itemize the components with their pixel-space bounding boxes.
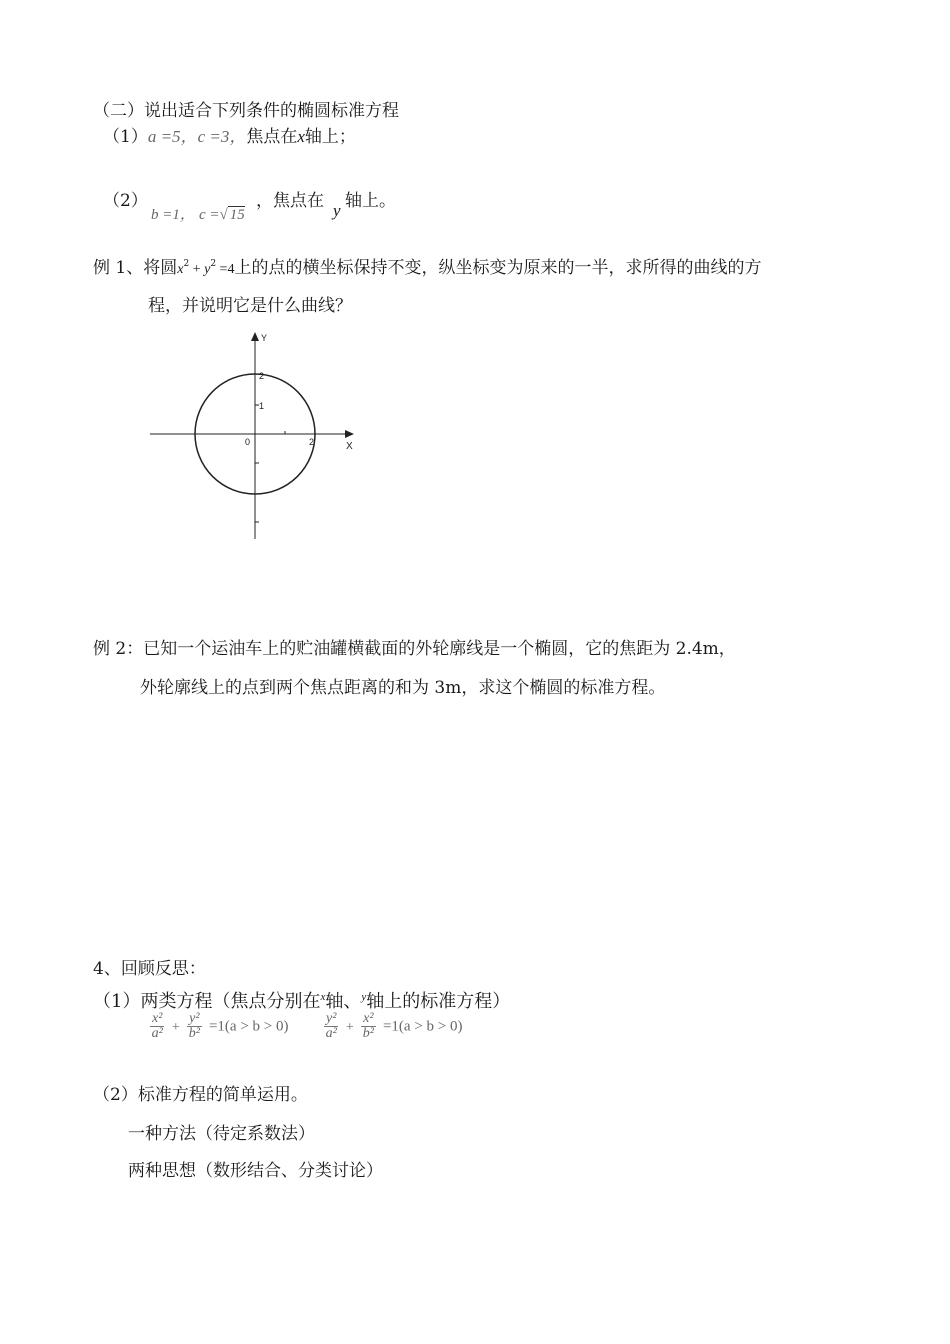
item2-text-pre: 焦点在 (273, 191, 324, 211)
review-axis-x: x (320, 991, 326, 1003)
item2-label: （2） (103, 191, 148, 211)
item1-text-pre: 焦点在 (246, 127, 298, 147)
x-axis-arrow (345, 430, 354, 438)
section2-item1 (103, 126, 356, 148)
item2-axis: y (333, 201, 341, 220)
y-axis-arrow (251, 332, 259, 341)
eq-x: x (177, 262, 184, 277)
example1-line1: 例 1、将圆$x^2 + y^2 =4$上的点的横坐标保持不变，纵坐标变为原来的一半，求所得的曲线的方 (93, 258, 762, 278)
x-axis-label: X (346, 441, 353, 452)
item1-text-post: 轴上； (304, 127, 356, 147)
example1-label: 例 1、将圆 (93, 258, 178, 278)
review-method: 一种方法（待定系数法） (128, 1124, 315, 1144)
review-heading: 4、回顾反思： (93, 959, 206, 979)
item1-label: （1） (103, 127, 148, 147)
item1-cond-c: c =3， (197, 127, 247, 146)
origin-label: 0 (245, 437, 251, 447)
tick-label-x-2: 2 (309, 437, 315, 447)
item2-cond-c: c =√ 15 (199, 207, 245, 223)
example1-text: 上的点的横坐标保持不变，纵坐标变为原来的一半，求所得的曲线的方 (234, 258, 762, 278)
example2-line1: 例 2：已知一个运油车上的贮油罐横截面的外轮廓线是一个椭圆，它的焦距为 2.4m， (93, 639, 736, 659)
review-equation-1: $\frac{\text{x²}}{\text{a²}}$ + $\frac{\text{y²}}{\text{b²}}$ =1(a > b > 0) (151, 1012, 289, 1041)
review-item1: （1）两类方程（焦点分别在$^x$轴、$^y$轴上的标准方程） (93, 991, 511, 1012)
example1-line2: 程，并说明它是什么曲线？ (148, 296, 352, 316)
item1-cond-a: a =5， (147, 127, 198, 146)
circle-graph (140, 325, 380, 545)
item2-comma: ， (256, 191, 273, 211)
section2-heading: （二）说出适合下列条件的椭圆标准方程 (93, 101, 399, 121)
review-axis-y: y (361, 991, 367, 1003)
tick-label-y-1: 1 (259, 401, 265, 411)
review-item2: （2）标准方程的简单运用。 (93, 1085, 308, 1105)
example2-line2: 外轮廓线上的点到两个焦点距离的和为 3m，求这个椭圆的标准方程。 (140, 678, 666, 698)
item2-cond-b: b =1， (151, 207, 195, 223)
item2-text-post: 轴上。 (345, 191, 396, 211)
item1-axis: x (297, 127, 305, 146)
y-axis-label: Y (261, 333, 268, 343)
eq-y: y (204, 262, 211, 277)
tick-label-y-2: 2 (259, 371, 265, 381)
review-thoughts: 两种思想（数形结合、分类讨论） (128, 1161, 383, 1181)
review-equation-2: $\frac{\text{y²}}{\text{a²}}$ + $\frac{\text{x²}}{\text{b²}}$ =1(a > b > 0) (325, 1012, 463, 1041)
